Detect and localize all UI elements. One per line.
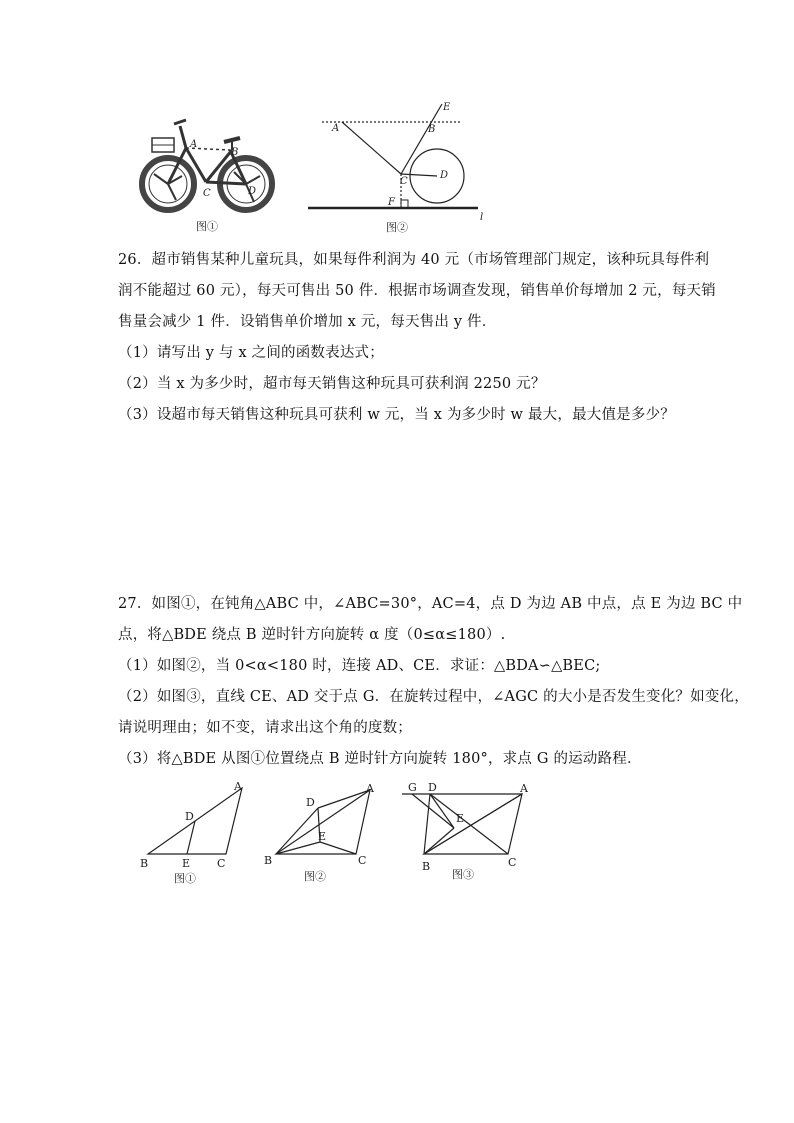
t1-label-C: C bbox=[217, 857, 226, 870]
q26-stem-line-2: 润不能超过 60 元），每天可售出 50 件．根据市场调查发现，销售单价每增加 2 元，每天销 bbox=[118, 283, 716, 299]
triangle-figure-1 bbox=[130, 776, 260, 888]
t1-label-A: A bbox=[234, 780, 242, 793]
t2-label-B: B bbox=[264, 854, 273, 867]
t3-label-B: B bbox=[422, 860, 431, 873]
geo2-caption: 图② bbox=[386, 221, 408, 234]
q26-stem-line-3: 售量会减少 1 件．设销售单价增加 x 元，每天售出 y 件． bbox=[118, 314, 497, 330]
t3-label-A: A bbox=[520, 782, 528, 795]
q27-part-1: （1）如图②，当 0<α<180 时，连接 AD、CE．求证：△BDA∽△BEC; bbox=[118, 658, 601, 674]
bike-label-C: C bbox=[203, 188, 211, 199]
geo2-label-C: C bbox=[400, 176, 408, 187]
triangle-figure-3 bbox=[390, 776, 540, 888]
t1-label-D: D bbox=[185, 810, 194, 823]
t2-label-D: D bbox=[306, 796, 315, 809]
t3-label-C: C bbox=[508, 856, 517, 869]
q27-part-2b: 请说明理由；如不变，请求出这个角的度数； bbox=[118, 720, 412, 736]
bike-label-D: D bbox=[248, 186, 257, 197]
t3-label-D: D bbox=[428, 781, 437, 794]
geo2-label-F: F bbox=[388, 197, 395, 208]
q26-part-1: （1）请写出 y 与 x 之间的函数表达式； bbox=[118, 345, 384, 361]
t1-caption: 图① bbox=[174, 872, 196, 885]
geo2-label-l: l bbox=[480, 212, 484, 223]
bike-label-B: B bbox=[231, 147, 239, 158]
q27-part-2a: （2）如图③，直线 CE、AD 交于点 G．在旋转过程中，∠AGC 的大小是否发生变化？如变化， bbox=[118, 689, 749, 705]
q27-part-3: （3）将△BDE 从图①位置绕点 B 逆时针方向旋转 180°，求点 G 的运动路程． bbox=[118, 751, 642, 767]
t2-label-C: C bbox=[358, 854, 367, 867]
triangle-figure-2 bbox=[258, 776, 388, 888]
t3-label-G: G bbox=[408, 781, 417, 794]
t1-label-E: E bbox=[182, 857, 191, 870]
q26-stem-line-1: 26．超市销售某种儿童玩具，如果每件利润为 40 元（市场管理部门规定，该种玩具每件利 bbox=[118, 252, 710, 268]
bike-geometry-figure bbox=[300, 96, 500, 236]
t2-label-A: A bbox=[366, 782, 374, 795]
q26-part-2: （2）当 x 为多少时，超市每天销售这种玩具可获利润 2250 元？ bbox=[118, 376, 546, 392]
geo2-label-E: E bbox=[443, 102, 451, 113]
geo2-label-D: D bbox=[440, 170, 449, 181]
t3-caption: 图③ bbox=[452, 868, 474, 881]
t3-label-E: E bbox=[456, 812, 465, 825]
bike-label-A: A bbox=[190, 139, 198, 150]
q27-stem-line-2: 点，将△BDE 绕点 B 逆时针方向旋转 α 度（0≤α≤180）. bbox=[118, 627, 506, 643]
q27-stem-line-1: 27．如图①，在钝角△ABC 中，∠ABC=30°，AC=4，点 D 为边 AB 中点，点 E 为边 BC 中 bbox=[118, 596, 743, 612]
bike-caption: 图① bbox=[196, 220, 218, 233]
geo2-label-A: A bbox=[332, 123, 340, 134]
q26-part-3: （3）设超市每天销售这种玩具可获利 w 元，当 x 为多少时 w 最大，最大值是多少？ bbox=[118, 407, 675, 423]
geo2-label-B: B bbox=[428, 124, 436, 135]
bicycle-figure bbox=[134, 112, 284, 236]
t2-caption: 图② bbox=[304, 870, 326, 883]
t2-label-E: E bbox=[318, 830, 327, 843]
t1-label-B: B bbox=[140, 857, 149, 870]
